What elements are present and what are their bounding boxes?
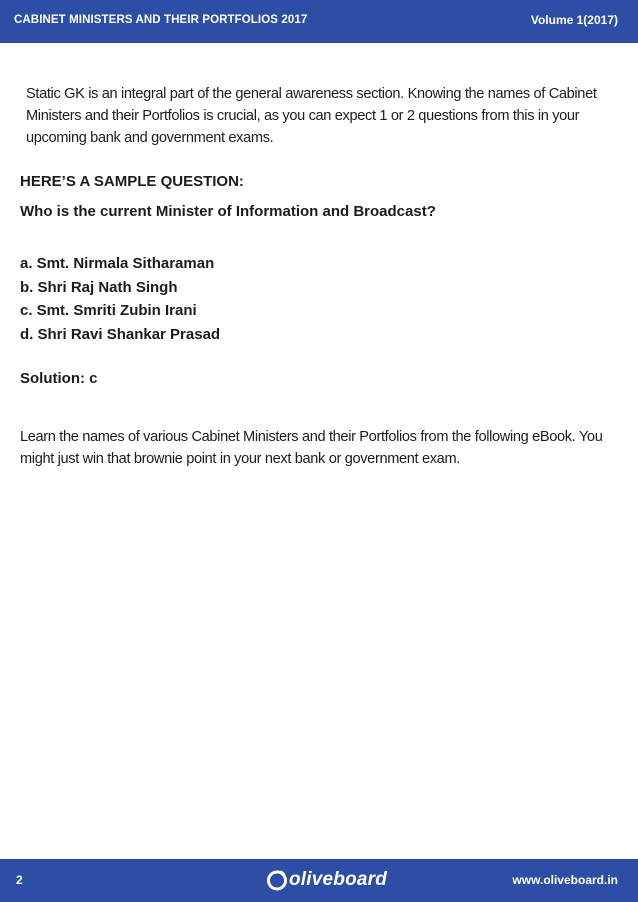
page-footer bbox=[0, 859, 638, 902]
option-c: c. Smt. Smriti Zubin Irani bbox=[20, 302, 197, 319]
option-a: a. Smt. Nirmala Sitharaman bbox=[20, 255, 215, 272]
answer-options bbox=[20, 252, 220, 346]
page-number: 2 bbox=[16, 873, 23, 887]
volume-label: Volume 1(2017) bbox=[530, 13, 618, 27]
option-b: b. Shri Raj Nath Singh bbox=[20, 278, 178, 296]
solution-text: Solution: c bbox=[20, 370, 98, 387]
option-d: d. Shri Ravi Shankar Prasad bbox=[20, 325, 221, 343]
sample-question: Who is the current Minister of Information and Broadcast? bbox=[20, 203, 436, 220]
oliveboard-logo-icon bbox=[266, 869, 288, 891]
closing-paragraph: Learn the names of various Cabinet Ministers and their Portfolios from the following eBook. You might just win that brownie point in your next bank or government exam. bbox=[20, 429, 603, 467]
sample-question-heading: HERE’S A SAMPLE QUESTION: bbox=[20, 173, 244, 190]
logo-wordmark: oliveboard bbox=[289, 869, 388, 890]
page-header bbox=[0, 0, 638, 43]
document-title: CABINET MINISTERS AND THEIR PORTFOLIOS 2017 bbox=[14, 14, 308, 26]
website-url: www.oliveboard.in bbox=[512, 873, 618, 887]
oliveboard-logo bbox=[266, 867, 387, 893]
intro-paragraph: Static GK is an integral part of the general awareness section. Knowing the names of Cabinet Ministers and their Portfolios is crucial, as you can expect 1 or 2 questions from this in your upcoming bank and government exams. bbox=[26, 86, 597, 146]
